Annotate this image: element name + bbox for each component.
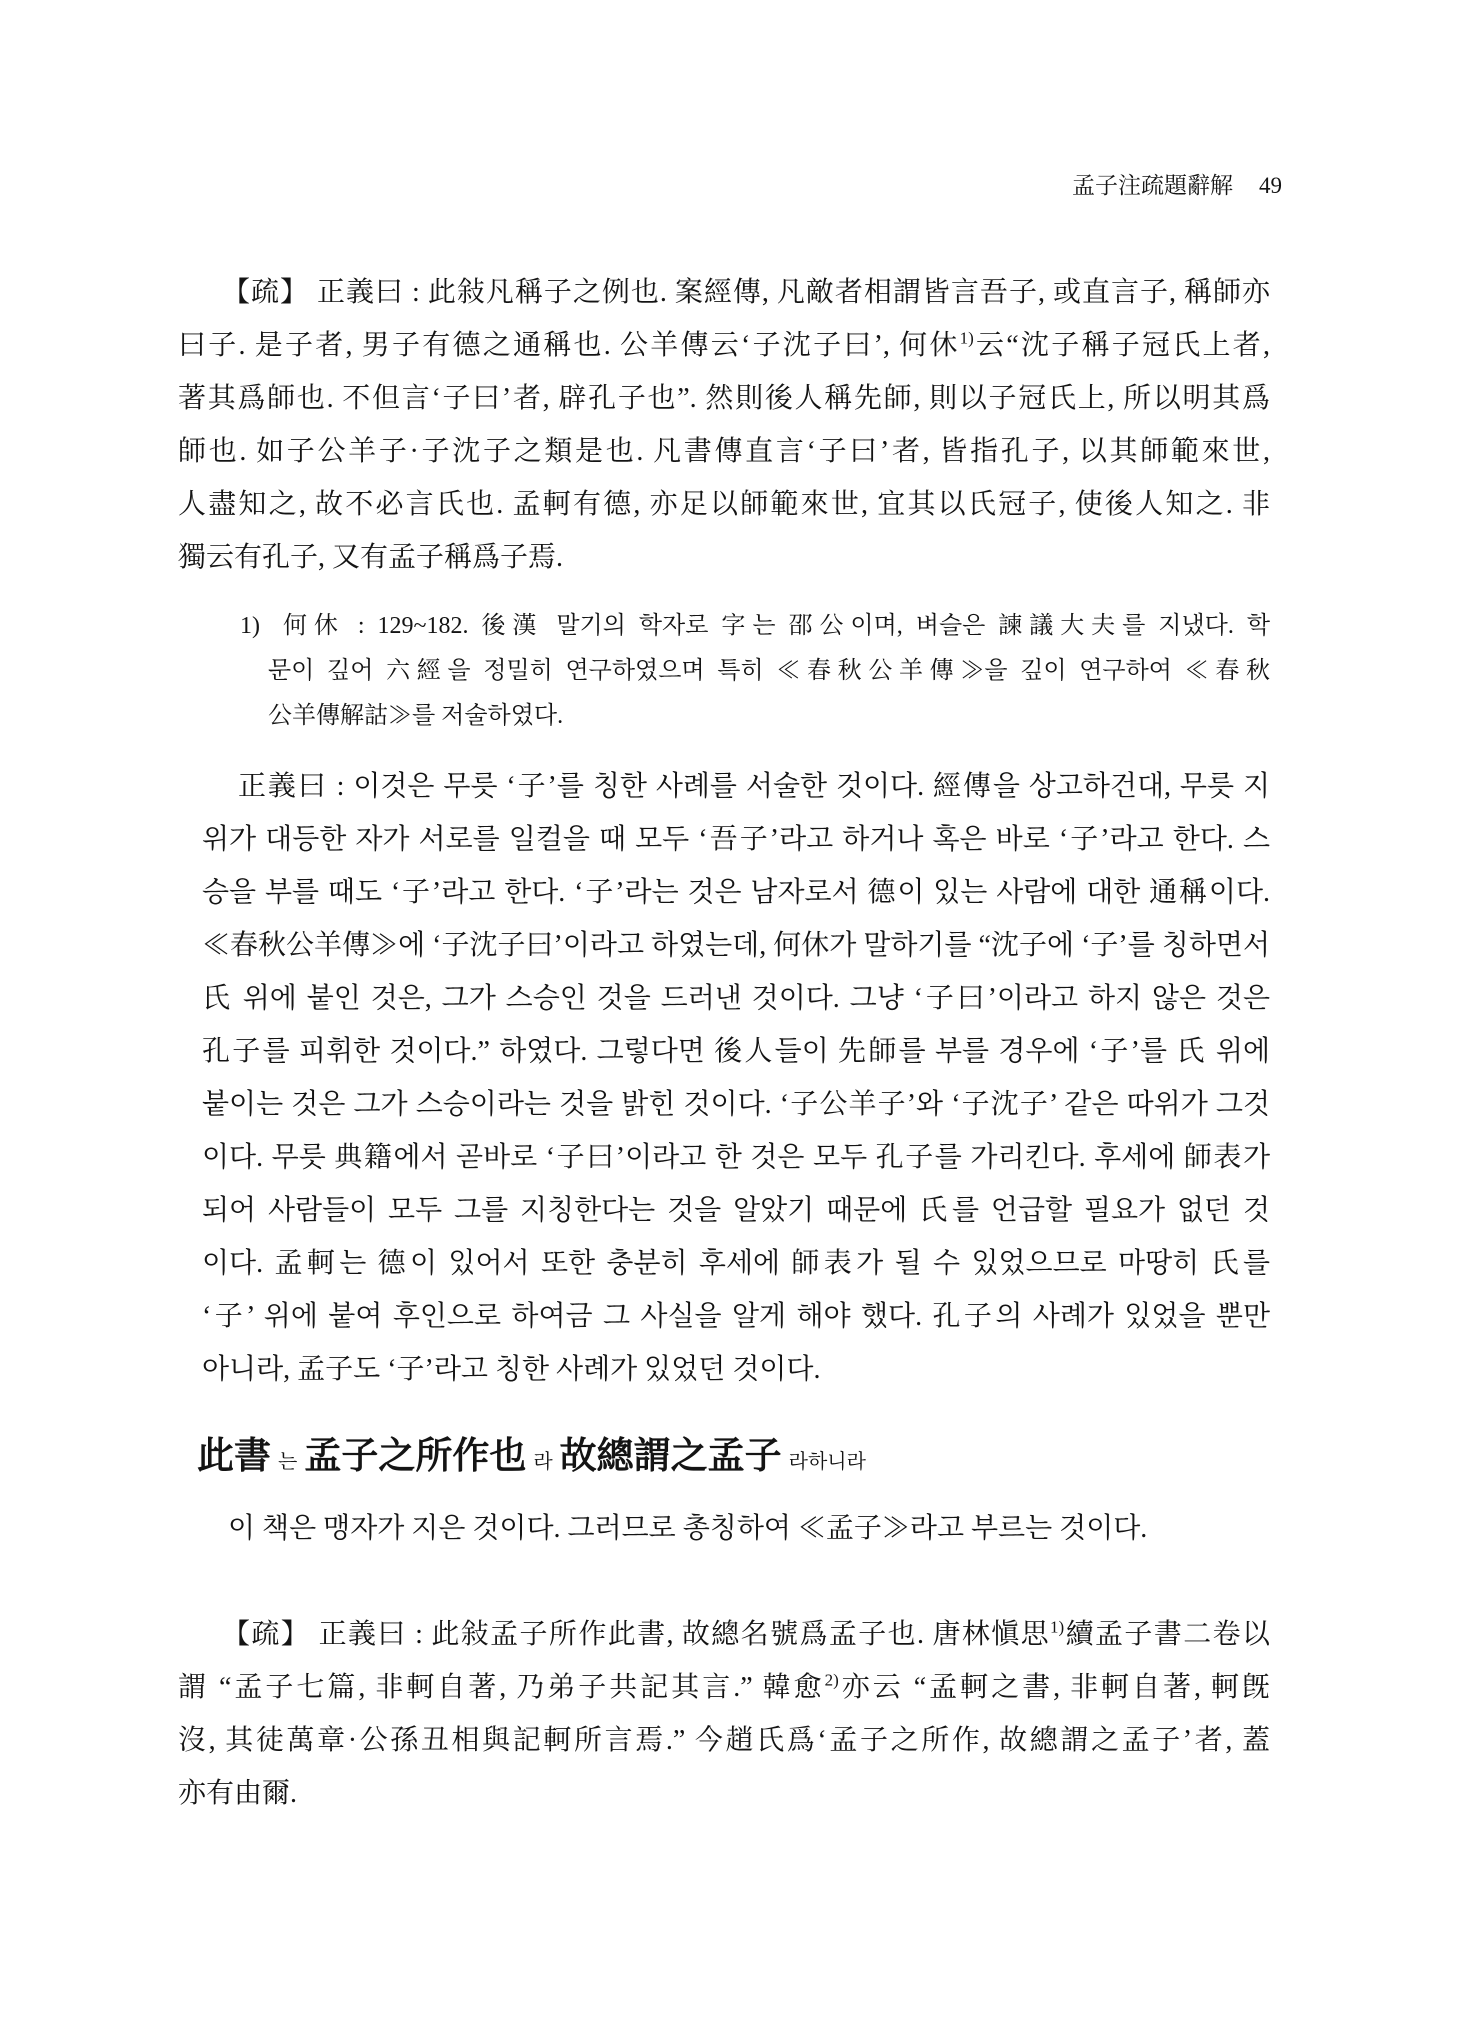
text-line [202,1343,1270,1396]
text-line [202,972,1270,1025]
line-text: 謂 “孟子七篇, 非軻自著, 乃弟子共記其言.” 韓愈 [178,1672,825,1703]
line-text: 문이 깊어 六經을 정밀히 연구하였으며 특히 ≪春秋公羊傳≫을 깊이 연구하여 ≪春秋 [268,658,1270,684]
header-title: 孟子注疏題辭解 [1072,173,1233,198]
korean-translation-paragraph [202,760,1270,1396]
footnote-ref-1: 1) [1050,1617,1065,1637]
commentary-block-chinese-1 [178,266,1270,584]
heading-translation-line [228,1502,1408,1555]
line-text: 아니라, 孟子도 ‘子’라고 칭한 사례가 있었던 것이다. [202,1354,821,1385]
text-line [178,531,1270,584]
line-text: 公羊傳解詁≫를 저술하였다. [268,703,564,729]
page-number: 49 [1259,173,1282,198]
footnote-line [240,694,1270,739]
line-text: 氏 위에 붙인 것은, 그가 스승인 것을 드러낸 것이다. 그냥 ‘子曰’이라고 하지 않은 것은 [202,983,1270,1014]
line-text: 人盡知之, 故不必言氏也. 孟軻有德, 亦足以師範來世, 宜其以氏冠子, 使後人知之. 非 [178,489,1270,520]
line-text: ‘子’ 위에 붙여 후인으로 하여금 그 사실을 알게 해야 했다. 孔子의 사례가 있었을 뿐만 [202,1301,1270,1332]
line-text: 이 책은 맹자가 지은 것이다. 그러므로 총칭하여 ≪孟子≫라고 부르는 것이다. [228,1513,1148,1544]
text-line [178,1661,1270,1714]
text-line [202,813,1270,866]
footnote-ref-1: 1) [959,328,974,348]
line-text: ≪春秋公羊傳≫에 ‘子沈子曰’이라고 하였는데, 何休가 말하기를 “沈子에 ‘子’를 칭하면서 [202,930,1270,961]
line-text: 曰子. 是子者, 男子有德之通稱也. 公羊傳云‘子沈子曰’, 何休 [178,330,960,361]
text-line [202,1184,1270,1237]
footnote-marker: 1) [240,613,260,639]
text-line [178,425,1270,478]
line-text: 孔子를 피휘한 것이다.” 하였다. 그렇다면 後人들이 先師를 부를 경우에 ‘子’를 氏 위에 [202,1036,1270,1067]
text-line [178,319,1270,372]
line-text: 著其爲師也. 不但言‘子曰’者, 辟孔子也”. 然則後人稱先師, 則以子冠氏上, 所以明其爲 [178,383,1270,414]
text-line [178,1714,1270,1767]
line-text: 위가 대등한 자가 서로를 일컬을 때 모두 ‘吾子’라고 하거나 혹은 바로 ‘子’라고 한다. 스 [202,824,1270,855]
line-text: 云“沈子稱子冠氏上者, [973,330,1270,361]
section-heading [197,1426,1437,1495]
line-text: 正義曰 : 이것은 무릇 ‘子’를 칭한 사례를 서술한 것이다. 經傳을 상고하건대, 무릇 지 [238,771,1270,802]
line-text: 되어 사람들이 모두 그를 지칭한다는 것을 알았기 때문에 氏를 언급할 필요가 없던 것 [202,1195,1270,1226]
line-text: 이다. 孟軻는 德이 있어서 또한 충분히 후세에 師表가 될 수 있었으므로 마땅히 氏를 [202,1248,1270,1279]
text-line [202,1290,1270,1343]
heading-gloss: 라하니라 [788,1451,866,1473]
running-header [0,168,1282,204]
text-line [202,1025,1270,1078]
text-line [178,478,1270,531]
line-text: 何休 : 129~182. 後漢 말기의 학자로 字는 邵公이며, 벼슬은 諫議大夫를 지냈다. 학 [276,613,1270,639]
footnote-line [240,649,1270,694]
text-line [202,866,1270,919]
text-line [202,1237,1270,1290]
text-line [202,919,1270,972]
text-line [178,1767,1270,1820]
heading-gloss: 라 [533,1451,553,1473]
line-text: 獨云有孔子, 又有孟子稱爲子焉. [178,542,564,573]
heading-chinese: 孟子之所作也 [304,1436,527,1477]
heading-chinese: 此書 [197,1436,271,1477]
line-text: 沒, 其徒萬章·公孫丑相與記軻所言焉.” 今趙氏爲‘孟子之所作, 故總謂之孟子’者, 蓋 [178,1725,1270,1756]
text-line [178,266,1270,319]
commentary-block-chinese-2 [178,1608,1270,1820]
line-text: 승을 부를 때도 ‘子’라고 한다. ‘子’라는 것은 남자로서 德이 있는 사람에 대한 通稱이다. [202,877,1270,908]
line-text: 亦有由爾. [178,1778,298,1809]
text-line [202,1078,1270,1131]
text-line [202,1131,1270,1184]
heading-chinese: 故總謂之孟子 [559,1436,782,1477]
text-line [202,760,1270,813]
footnote-block [240,604,1270,739]
line-text: 이다. 무릇 典籍에서 곧바로 ‘子曰’이라고 한 것은 모두 孔子를 가리킨다. 후세에 師表가 [202,1142,1270,1173]
line-text: 續孟子書二卷以 [1064,1619,1270,1650]
line-text: 붙이는 것은 그가 스승이라는 것을 밝힌 것이다. ‘子公羊子’와 ‘子沈子’ 같은 따위가 그것 [202,1089,1270,1120]
text-line [178,372,1270,425]
footnote-line [240,604,1270,649]
line-text: 【疏】 正義曰 : 此敍孟子所作此書, 故總名號爲孟子也. 唐林愼思 [222,1619,1051,1650]
text-line [178,1608,1270,1661]
line-text: 【疏】 正義曰 : 此敍凡稱子之例也. 案經傳, 凡敵者相謂皆言吾子, 或直言子, 稱師亦 [222,277,1270,308]
line-text: 師也. 如子公羊子·子沈子之類是也. 凡書傳直言‘子曰’者, 皆指孔子, 以其師範來世, [178,436,1270,467]
line-text: 亦云 “孟軻之書, 非軻自著, 軻旣 [838,1672,1270,1703]
heading-gloss: 는 [278,1451,298,1473]
footnote-ref-2: 2) [824,1670,839,1690]
